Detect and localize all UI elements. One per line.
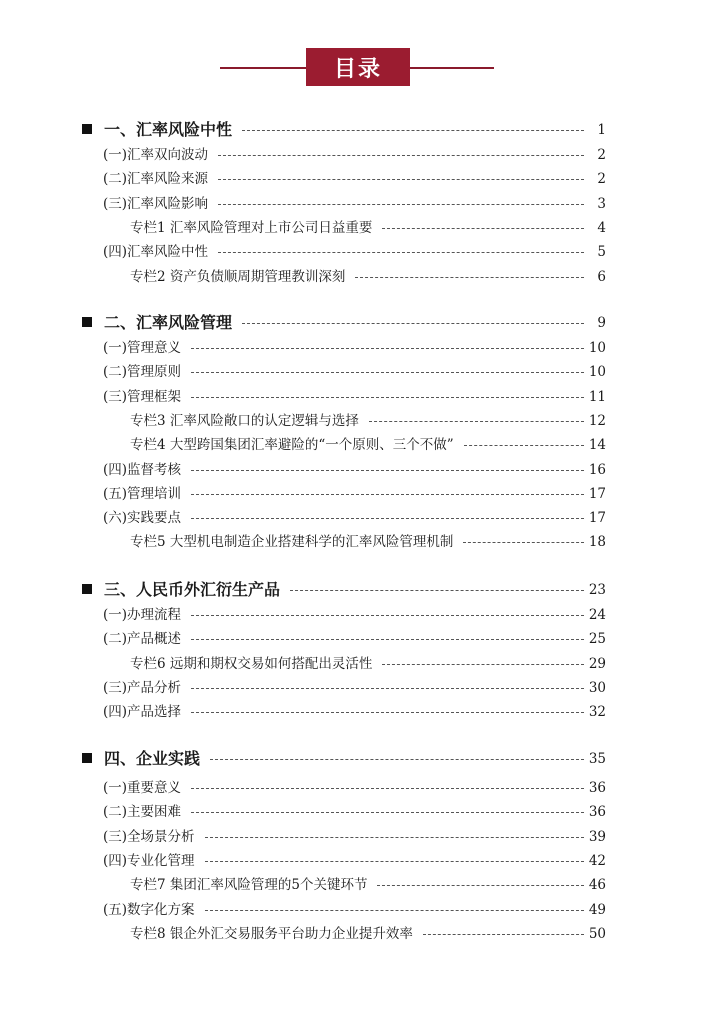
toc-sidebar-entry[interactable] [0, 434, 717, 456]
dot-leader [242, 130, 584, 131]
toc-subsection-entry[interactable] [0, 168, 717, 190]
toc-entry-label: (二)管理原则 [103, 364, 182, 380]
toc-page-number: 49 [588, 902, 606, 918]
dot-leader [191, 494, 584, 495]
toc-entry-label: 专栏7 集团汇率风险管理的5个关键环节 [130, 877, 368, 893]
toc-subsection-entry[interactable] [0, 459, 717, 481]
dot-leader [191, 712, 584, 713]
dot-leader [218, 204, 584, 205]
toc-page-number: 4 [597, 220, 606, 236]
toc-page-number: 18 [588, 534, 606, 550]
bullet-square-icon [82, 317, 92, 327]
toc-subsection-entry[interactable] [0, 361, 717, 383]
toc-page-number: 5 [597, 244, 606, 260]
toc-entry-label: (六)实践要点 [103, 510, 182, 526]
toc-page-number: 50 [588, 926, 606, 942]
dot-leader [218, 179, 584, 180]
toc-subsection-entry[interactable] [0, 507, 717, 529]
toc-entry-label: (一)重要意义 [103, 780, 182, 796]
toc-subsection-entry[interactable] [0, 677, 717, 699]
dot-leader [191, 470, 584, 471]
toc-subsection-entry[interactable] [0, 483, 717, 505]
toc-page-number: 35 [588, 751, 606, 767]
toc-page-number: 29 [588, 656, 606, 672]
toc-page-number: 30 [588, 680, 606, 696]
toc-section-heading[interactable] [0, 312, 717, 334]
toc-entry-label: (一)办理流程 [103, 607, 182, 623]
title-rule-right [410, 67, 494, 69]
toc-page-number: 39 [588, 829, 606, 845]
toc-page-number: 25 [588, 631, 606, 647]
dot-leader [463, 542, 584, 543]
toc-subsection-entry[interactable] [0, 386, 717, 408]
toc-page-number: 32 [588, 704, 606, 720]
toc-page-number: 23 [588, 582, 606, 598]
dot-leader [382, 228, 584, 229]
toc-section-title: 一、汇率风险中性 [104, 120, 233, 139]
dot-leader [205, 861, 584, 862]
toc-section-heading[interactable] [0, 119, 717, 141]
toc-entry-label: (三)产品分析 [103, 680, 182, 696]
dot-leader [290, 590, 584, 591]
dot-leader [464, 445, 584, 446]
toc-entry-label: 专栏3 汇率风险敞口的认定逻辑与选择 [130, 413, 359, 429]
dot-leader [377, 885, 584, 886]
toc-entry-label: (四)汇率风险中性 [103, 244, 209, 260]
toc-entry-label: 专栏5 大型机电制造企业搭建科学的汇率风险管理机制 [130, 534, 454, 550]
dot-leader [369, 421, 584, 422]
toc-subsection-entry[interactable] [0, 899, 717, 921]
toc-page-number: 36 [588, 780, 606, 796]
toc-sidebar-entry[interactable] [0, 266, 717, 288]
toc-page-number: 46 [588, 877, 606, 893]
dot-leader [205, 910, 584, 911]
toc-page-number: 17 [588, 486, 606, 502]
toc-subsection-entry[interactable] [0, 628, 717, 650]
toc-entry-label: (三)汇率风险影响 [103, 196, 209, 212]
toc-entry-label: 专栏4 大型跨国集团汇率避险的“一个原则、三个不做” [130, 437, 454, 453]
dot-leader [191, 688, 584, 689]
toc-sidebar-entry[interactable] [0, 874, 717, 896]
dot-leader [191, 372, 584, 373]
toc-entry-label: (五)数字化方案 [103, 902, 195, 918]
toc-sidebar-entry[interactable] [0, 923, 717, 945]
toc-page-number: 2 [597, 147, 606, 163]
toc-subsection-entry[interactable] [0, 801, 717, 823]
toc-entry-label: (四)专业化管理 [103, 853, 195, 869]
title-rule-left [220, 67, 306, 69]
dot-leader [205, 837, 584, 838]
bullet-square-icon [82, 584, 92, 594]
toc-page-number: 10 [588, 364, 606, 380]
toc-page-number: 17 [588, 510, 606, 526]
toc-page-number: 10 [588, 340, 606, 356]
toc-entry-label: (四)产品选择 [103, 704, 182, 720]
dot-leader [191, 788, 584, 789]
toc-section-heading[interactable] [0, 579, 717, 601]
toc-subsection-entry[interactable] [0, 337, 717, 359]
dot-leader [355, 277, 584, 278]
toc-section-title: 四、企业实践 [104, 749, 201, 768]
dot-leader [191, 639, 584, 640]
bullet-square-icon [82, 124, 92, 134]
toc-page-number: 3 [597, 196, 606, 212]
dot-leader [191, 812, 584, 813]
dot-leader [191, 518, 584, 519]
toc-entry-label: (三)全场景分析 [103, 829, 195, 845]
toc-page-number: 36 [588, 804, 606, 820]
toc-page-number: 1 [597, 122, 606, 138]
toc-page-number: 42 [588, 853, 606, 869]
toc-page-number: 12 [588, 413, 606, 429]
dot-leader [382, 664, 584, 665]
toc-subsection-entry[interactable] [0, 193, 717, 215]
dot-leader [210, 759, 584, 760]
toc-title: 目录 [306, 48, 410, 86]
dot-leader [191, 348, 584, 349]
toc-entry-label: 专栏1 汇率风险管理对上市公司日益重要 [130, 220, 373, 236]
toc-entry-label: (二)主要困难 [103, 804, 182, 820]
toc-page-number: 24 [588, 607, 606, 623]
dot-leader [218, 155, 584, 156]
toc-entry-label: (三)管理框架 [103, 389, 182, 405]
toc-section-title: 三、人民币外汇衍生产品 [104, 580, 281, 599]
toc-page-number: 9 [597, 315, 606, 331]
toc-subsection-entry[interactable] [0, 777, 717, 799]
toc-entry-label: (二)汇率风险来源 [103, 171, 209, 187]
toc-entry-label: (二)产品概述 [103, 631, 182, 647]
toc-entry-label: (一)管理意义 [103, 340, 182, 356]
toc-page-number: 2 [597, 171, 606, 187]
toc-sidebar-entry[interactable] [0, 410, 717, 432]
toc-section-heading[interactable] [0, 748, 717, 770]
toc-subsection-entry[interactable] [0, 604, 717, 626]
toc-page-number: 16 [588, 462, 606, 478]
dot-leader [218, 252, 584, 253]
toc-section-title: 二、汇率风险管理 [104, 313, 233, 332]
dot-leader [242, 323, 584, 324]
toc-entry-label: (一)汇率双向波动 [103, 147, 209, 163]
toc-page-number: 11 [588, 389, 606, 405]
toc-sidebar-entry[interactable] [0, 653, 717, 675]
toc-subsection-entry[interactable] [0, 241, 717, 263]
toc-entry-label: 专栏8 银企外汇交易服务平台助力企业提升效率 [130, 926, 413, 942]
toc-sidebar-entry[interactable] [0, 531, 717, 553]
dot-leader [191, 615, 584, 616]
toc-subsection-entry[interactable] [0, 850, 717, 872]
dot-leader [191, 397, 584, 398]
toc-subsection-entry[interactable] [0, 701, 717, 723]
dot-leader [423, 934, 584, 935]
toc-entry-label: (四)监督考核 [103, 462, 182, 478]
toc-subsection-entry[interactable] [0, 144, 717, 166]
toc-page-number: 6 [597, 269, 606, 285]
toc-page-number: 14 [588, 437, 606, 453]
toc-sidebar-entry[interactable] [0, 217, 717, 239]
toc-entry-label: 专栏2 资产负债顺周期管理教训深刻 [130, 269, 346, 285]
toc-entry-label: (五)管理培训 [103, 486, 182, 502]
toc-subsection-entry[interactable] [0, 826, 717, 848]
toc-entry-label: 专栏6 远期和期权交易如何搭配出灵活性 [130, 656, 373, 672]
bullet-square-icon [82, 753, 92, 763]
